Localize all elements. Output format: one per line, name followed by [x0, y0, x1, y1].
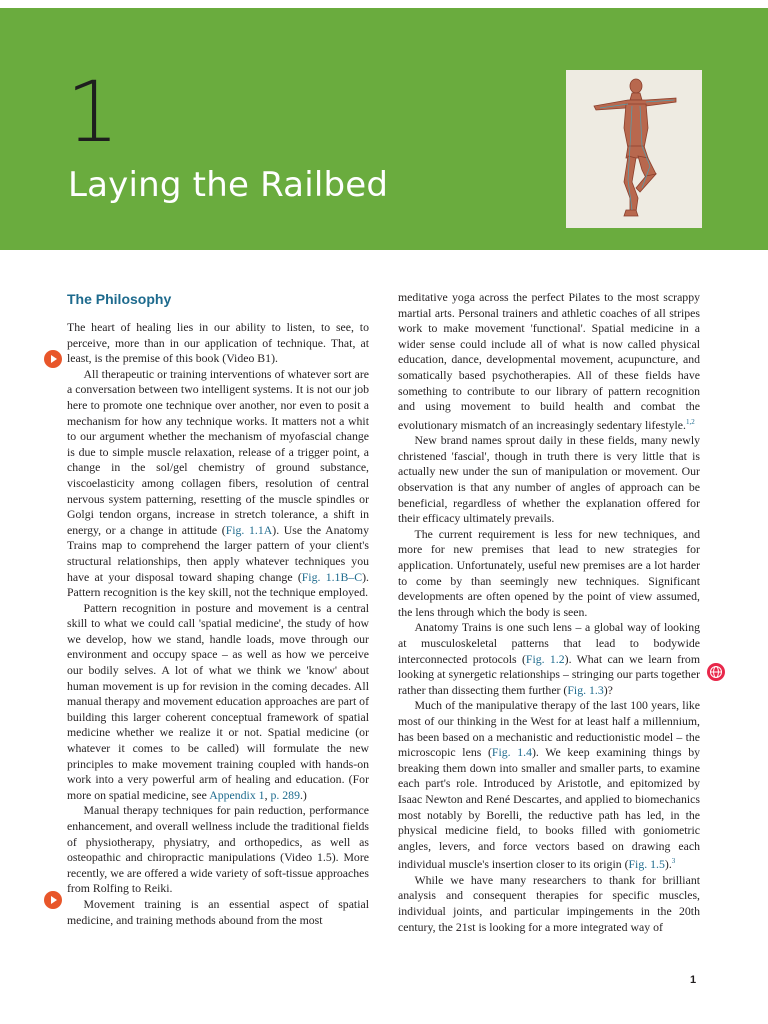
- appendix-link[interactable]: Appendix 1: [209, 787, 265, 802]
- figure-link[interactable]: Fig. 1.5: [628, 857, 665, 872]
- figure-link[interactable]: Fig. 1.1B–C: [301, 569, 363, 584]
- play-circle-icon[interactable]: [44, 891, 62, 909]
- paragraph: Pattern recognition in posture and movement is a central skill to what we could call 'spatial medicine', the study of how we develop, how we stand, handle loads, move through our environment and occupy space – as well as how we perceive our bodily selves. A lot of what we think we 'know' about human movement is up for revision in the coming decades. All manual therapy and movement education approaches are part of building this larger coherent conceptual framework of spatial medicine whether we realize it or not. Spatial medicine (or whatever it comes to be called) will formulate the new principles to make movement training coupled with hands-on work into a very powerful arm of healing and education. (For more on spatial medicine, see Appendix 1, p. 289.): [67, 600, 370, 802]
- paragraph: Manual therapy techniques for pain reduction, performance enhancement, and overall wellness include the traditional fields of physiotherapy, physiatry, and orthopedics, as well as osteopathic and chiropractic manipulations (Video 1.5). More recently, we are offered a wide variety of soft-tissue approaches from Rolfing to Reiki.: [67, 803, 369, 896]
- paragraph: Movement training is an essential aspect of spatial medicine, and training methods abound from the most: [67, 896, 369, 927]
- right-column: [398, 290, 700, 935]
- paragraph: All therapeutic or training interventions of whatever sort are a conversation between two intelligent systems. It is not our job here to promote one technique over another, nor even to posit a mechanism for how any technique works. It matters not a whit to our argument whether the mechanism of myofascial change is due to simple muscle relaxation, release of a trigger point, a change in the sol/gel chemistry of ground substance, viscoelasticity among collagen fibers, resolution of central nervous system patterning, resetting of the muscle spindles or Golgi tendon organs, increase in stretch tolerance, a shift in energy, or a change in attitude (Fig. 1.1A). Use the Anatomy Trains map to comprehend the larger pattern of your client's structural relationships, then apply whatever techniques you have at your disposal toward shaping change (Fig. 1.1B–C). Pattern recognition is the key skill, not the technique employed.: [67, 366, 369, 600]
- anatomy-figure-illustration: [566, 70, 702, 228]
- paragraph: meditative yoga across the perfect Pilates to the most scrappy martial arts. Personal trainers and athletic coaches of all stripes work to make movement 'functional'. Spatial medicine in a wider sense could include all of what is now called physical education, dance, developmental movement, acupuncture, and somatically based psychotherapies. All of these fields have something to contribute to our library of pattern recognition and using movement to build health and combat the evolutionary mismatch of an increasingly sedentary lifestyle.$^{1,2}$: [398, 290, 700, 432]
- paragraph: Anatomy Trains is one such lens – a global way of looking at musculoskeletal patterns that lead to bodywide interconnected protocols (Fig. 1.2). What can we learn from looking at synergetic relationships – stringing our parts together rather than dissecting them further (Fig. 1.3)?: [398, 620, 701, 697]
- figure-link[interactable]: Fig. 1.4: [491, 745, 532, 760]
- chapter-title: Laying the Railbed: [68, 165, 389, 205]
- figure-link[interactable]: Fig. 1.1A: [225, 522, 273, 537]
- page-link[interactable]: p. 289: [270, 787, 300, 802]
- globe-glyph: [707, 663, 725, 681]
- paragraph: Much of the manipulative therapy of the last 100 years, like most of our thinking in the West for at least half a millennium, has been based on a mechanistic and reductionistic model – the microscopic lens (Fig. 1.4). We keep examining things by breaking them down into smaller and smaller parts, to examine each part's role. Introduced by Aristotle, and epitomized by Isaac Newton and René Descartes, and applied to biomechanics most notably by Borelli, the reductive path has led, in the physical medicine field, to books filled with goniometric angles, levers, and force vectors based on drawing each individual muscle's insertion closer to its origin (Fig. 1.5).$^3$: [398, 698, 701, 872]
- reference-link[interactable]: 1,2: [685, 417, 695, 426]
- paragraph: The heart of healing lies in our ability to listen, to see, to perceive, more than in our application of technique. That, at least, is the premise of this book (Video B1).: [67, 320, 369, 366]
- page-number: 1: [690, 974, 697, 986]
- chapter-banner: [0, 8, 768, 250]
- globe-icon[interactable]: [707, 663, 725, 681]
- left-column: [67, 288, 369, 928]
- figure-link[interactable]: Fig. 1.2: [525, 651, 565, 666]
- play-circle-icon[interactable]: [44, 350, 62, 368]
- chapter-figure: [566, 70, 702, 228]
- section-heading: The Philosophy: [67, 291, 172, 307]
- paragraph: While we have many researchers to thank for brilliant analysis and consequent therapies for specific muscles, individual joints, and particular impingements in the 20th century, the 21st is looking for a more integrated way of: [398, 872, 700, 934]
- paragraph: New brand names sprout daily in these fields, many newly christened 'fascial', though in truth there is very little that is actually new under the sun of manipulation or movement. Our observation is that any number of angles of approach can be beneficial, regardless of whether the explanation offered for their efficacy ultimately prevails.: [398, 433, 700, 526]
- paragraph: The current requirement is less for new techniques, and more for new premises that lead to new strategies for application. Unfortunately, useful new premises are a lot harder to come by than seemingly new techniques. Significant developments are often opened by the point of view assumed, the lens through which the body is seen.: [398, 526, 700, 619]
- reference-link[interactable]: 3: [671, 857, 676, 866]
- chapter-number: 1: [66, 63, 120, 161]
- figure-link[interactable]: Fig. 1.3: [567, 682, 604, 697]
